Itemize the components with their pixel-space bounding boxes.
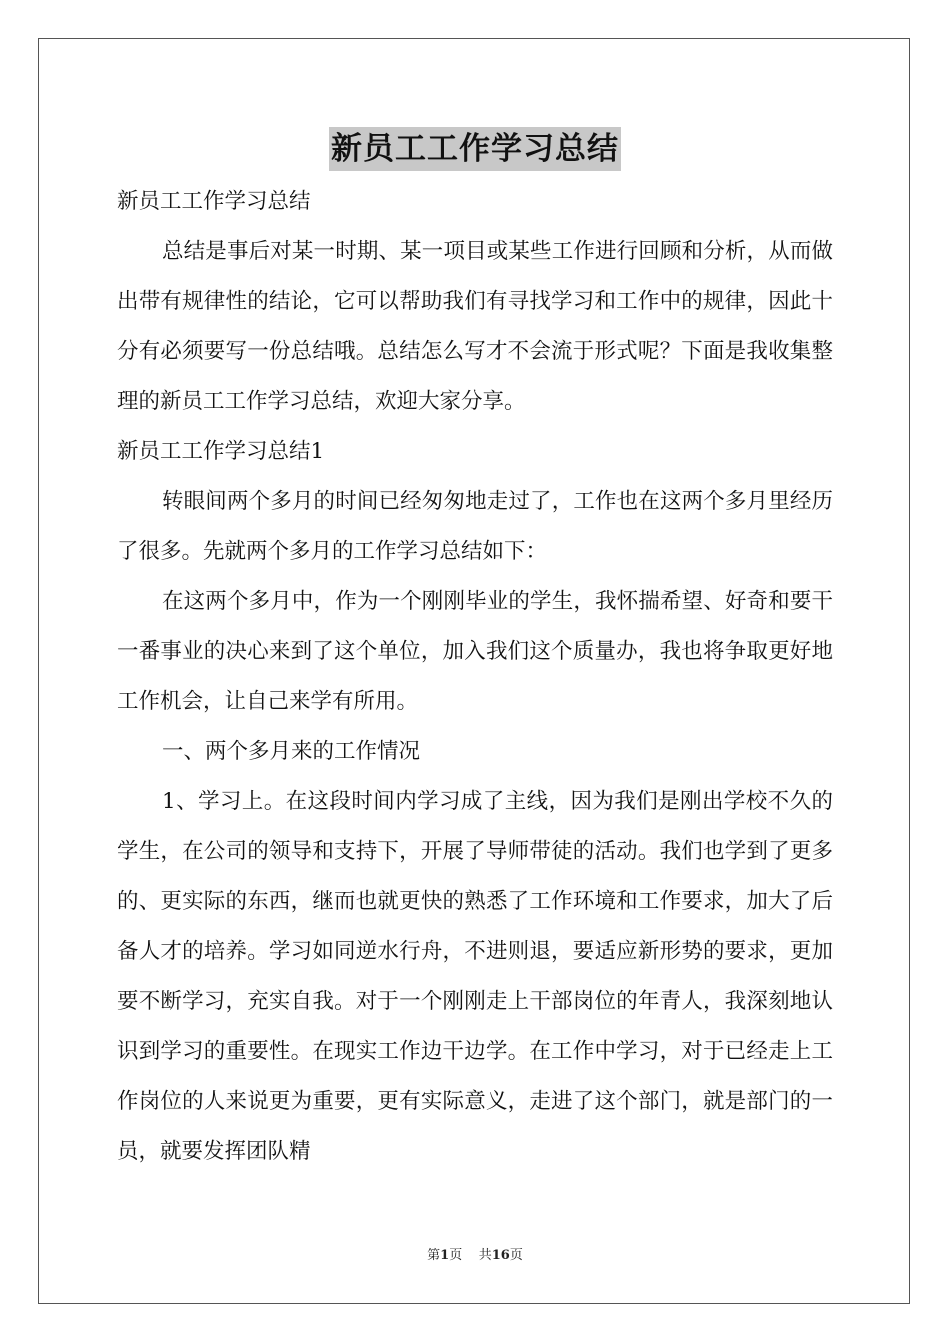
title-container — [0, 127, 950, 171]
section-heading-1: 新员工工作学习总结1 — [117, 439, 325, 464]
page-unit: 页 — [449, 1248, 463, 1263]
body-paragraph-3: 1、学习上。在这段时间内学习成了主线，因为我们是刚出学校不久的学生，在公司的领导和支持下，开展了导师带徒的活动。我们也学到了更多的、更实际的东西，继而也就更快的熟悉了工作环境和工作要求，加大了后备人才的培养。学习如同逆水行舟，不进则退，要适应新形势的要求，更加要不断学习，充实自我。对于一个刚刚走上干部岗位的年青人，我深刻地认识到学习的重要性。在现实工作边干边学。在工作中学习，对于已经走上工作岗位的人来说更为重要，更有实际意义，走进了这个部门，就是部门的一员，就要发挥团队精 — [117, 789, 833, 1164]
page-prefix: 第 — [427, 1248, 441, 1263]
subsection-heading: 一、两个多月来的工作情况 — [162, 739, 421, 764]
page-number: 1 — [440, 1248, 450, 1263]
document-title: 新员工工作学习总结 — [329, 127, 621, 171]
total-pages: 16 — [491, 1248, 510, 1263]
intro-paragraph: 总结是事后对某一时期、某一项目或某些工作进行回顾和分析，从而做出带有规律性的结论，它可以帮助我们有寻找学习和工作中的规律，因此十分有必须要写一份总结哦。总结怎么写才不会流于形式呢？下面是我收集整理的新员工工作学习总结，欢迎大家分享。 — [117, 239, 833, 414]
total-unit: 页 — [509, 1248, 523, 1263]
document-body — [117, 177, 833, 1177]
subtitle-paragraph: 新员工工作学习总结 — [117, 189, 311, 214]
body-paragraph-2: 在这两个多月中，作为一个刚刚毕业的学生，我怀揣希望、好奇和要干一番事业的决心来到了这个单位，加入我们这个质量办，我也将争取更好地工作机会，让自己来学有所用。 — [117, 589, 833, 714]
body-paragraph-1: 转眼间两个多月的时间已经匆匆地走过了，工作也在这两个多月里经历了很多。先就两个多月的工作学习总结如下： — [117, 489, 833, 564]
total-prefix: 共 — [478, 1248, 492, 1263]
page-footer — [0, 1244, 950, 1263]
